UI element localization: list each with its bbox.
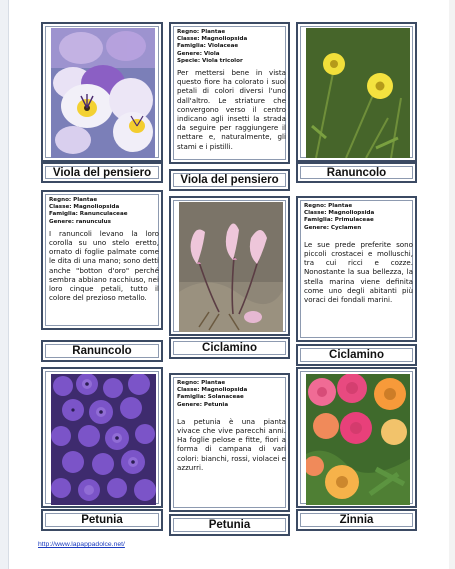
document-margin — [0, 0, 9, 569]
zinnia-label: Zinnia — [296, 509, 417, 531]
ranuncolo-meta-regno: Regno: Plantae — [49, 197, 98, 203]
viola-label-1: Viola del pensiero — [41, 162, 163, 183]
ciclamino-photo — [179, 202, 283, 332]
viola-photo — [51, 28, 155, 158]
petunia-description: La petunia è una pianta vivace che vive parecchi anni. Ha foglie pelose e fitte, fiori a forma di campana di vari colori: bianchi, rossi, violacei e azzurri. — [177, 416, 286, 472]
ciclamino-meta-classe: Classe: Magnoliopsida — [304, 210, 375, 217]
ciclamino-text-card — [296, 196, 417, 342]
ciclamino-label-2: Ciclamino — [296, 344, 417, 366]
ranuncolo-label-2: Ranuncolo — [41, 340, 163, 362]
petunia-photo — [51, 374, 156, 505]
ciclamino-meta-regno: Regno: Plantae — [304, 203, 353, 209]
ciclamino-meta-famiglia: Famiglia: Primulaceae — [304, 217, 374, 224]
footer-link[interactable]: http://www.lapappadolce.net/ — [38, 541, 125, 548]
ranuncolo-label-1: Ranuncolo — [296, 162, 417, 183]
ciclamino-meta-genere: Genere: Cyclamen — [304, 224, 362, 231]
ciclamino-label-1: Ciclamino — [169, 337, 290, 359]
petunia-meta-classe: Classe: Magnoliopsida — [177, 387, 248, 394]
scrollbar-track[interactable] — [449, 0, 455, 569]
zinnia-picture-card — [296, 367, 417, 508]
viola-picture-card — [41, 22, 163, 162]
petunia-meta-regno: Regno: Plantae — [177, 380, 226, 386]
viola-label-2: Viola del pensiero — [169, 169, 290, 191]
ranuncolo-meta — [49, 197, 159, 226]
petunia-meta-famiglia: Famiglia: Solanaceae — [177, 394, 244, 401]
zinnia-photo — [306, 374, 410, 505]
viola-text-card — [169, 22, 290, 164]
petunia-picture-card — [41, 367, 163, 508]
ciclamino-meta — [304, 203, 413, 232]
viola-meta-regno: Regno: Plantae — [177, 29, 226, 35]
viola-meta — [177, 29, 286, 65]
ranuncolo-text-card — [41, 190, 163, 330]
petunia-meta — [177, 380, 286, 409]
ciclamino-description: Le sue prede preferite sono piccoli crostacei e molluschi, tra cui ricci e cozze. Nonostante la sua bellezza, la stella marina viene definita come uno degli abitanti più voraci dei fondali marini. — [304, 239, 413, 305]
ranuncolo-description: I ranuncoli levano la loro corolla su uno stelo eretto, ornato di foglie palmate come le dita di una mano; sono detti anche "botton d'oro" perché sembra abbiano racchiuso, nei loro cinque petali, tutto il colore del prezioso metallo. — [49, 228, 159, 303]
viola-meta-genere: Genere: Viola — [177, 50, 220, 57]
viola-meta-famiglia: Famiglia: Violaceae — [177, 43, 239, 50]
ranuncolo-photo — [306, 28, 410, 158]
ranuncolo-meta-classe: Classe: Magnoliopsida — [49, 204, 120, 211]
viola-meta-classe: Classe: Magnoliopsida — [177, 36, 248, 43]
ranuncolo-picture-card — [296, 22, 417, 162]
ciclamino-picture-card — [169, 196, 290, 336]
viola-description: Per mettersi bene in vista questo fiore ha colorato i suoi petali di colori diversi l'uno dall'altro. Le striature che convergono verso il centro indicano agli insetti la strada da seguire per raggiungere il nettare e, naturalmente, gli stami e i pistilli. — [177, 68, 286, 151]
ranuncolo-meta-genere: Genere: ranunculus — [49, 218, 111, 225]
petunia-meta-genere: Genere: Petunia — [177, 401, 229, 408]
petunia-label-1: Petunia — [41, 509, 163, 531]
petunia-label-2: Petunia — [169, 514, 290, 536]
viola-meta-specie: Specie: Viola tricolor — [177, 57, 243, 64]
ranuncolo-meta-famiglia: Famiglia: Ranunculaceae — [49, 211, 128, 218]
petunia-text-card — [169, 373, 290, 512]
